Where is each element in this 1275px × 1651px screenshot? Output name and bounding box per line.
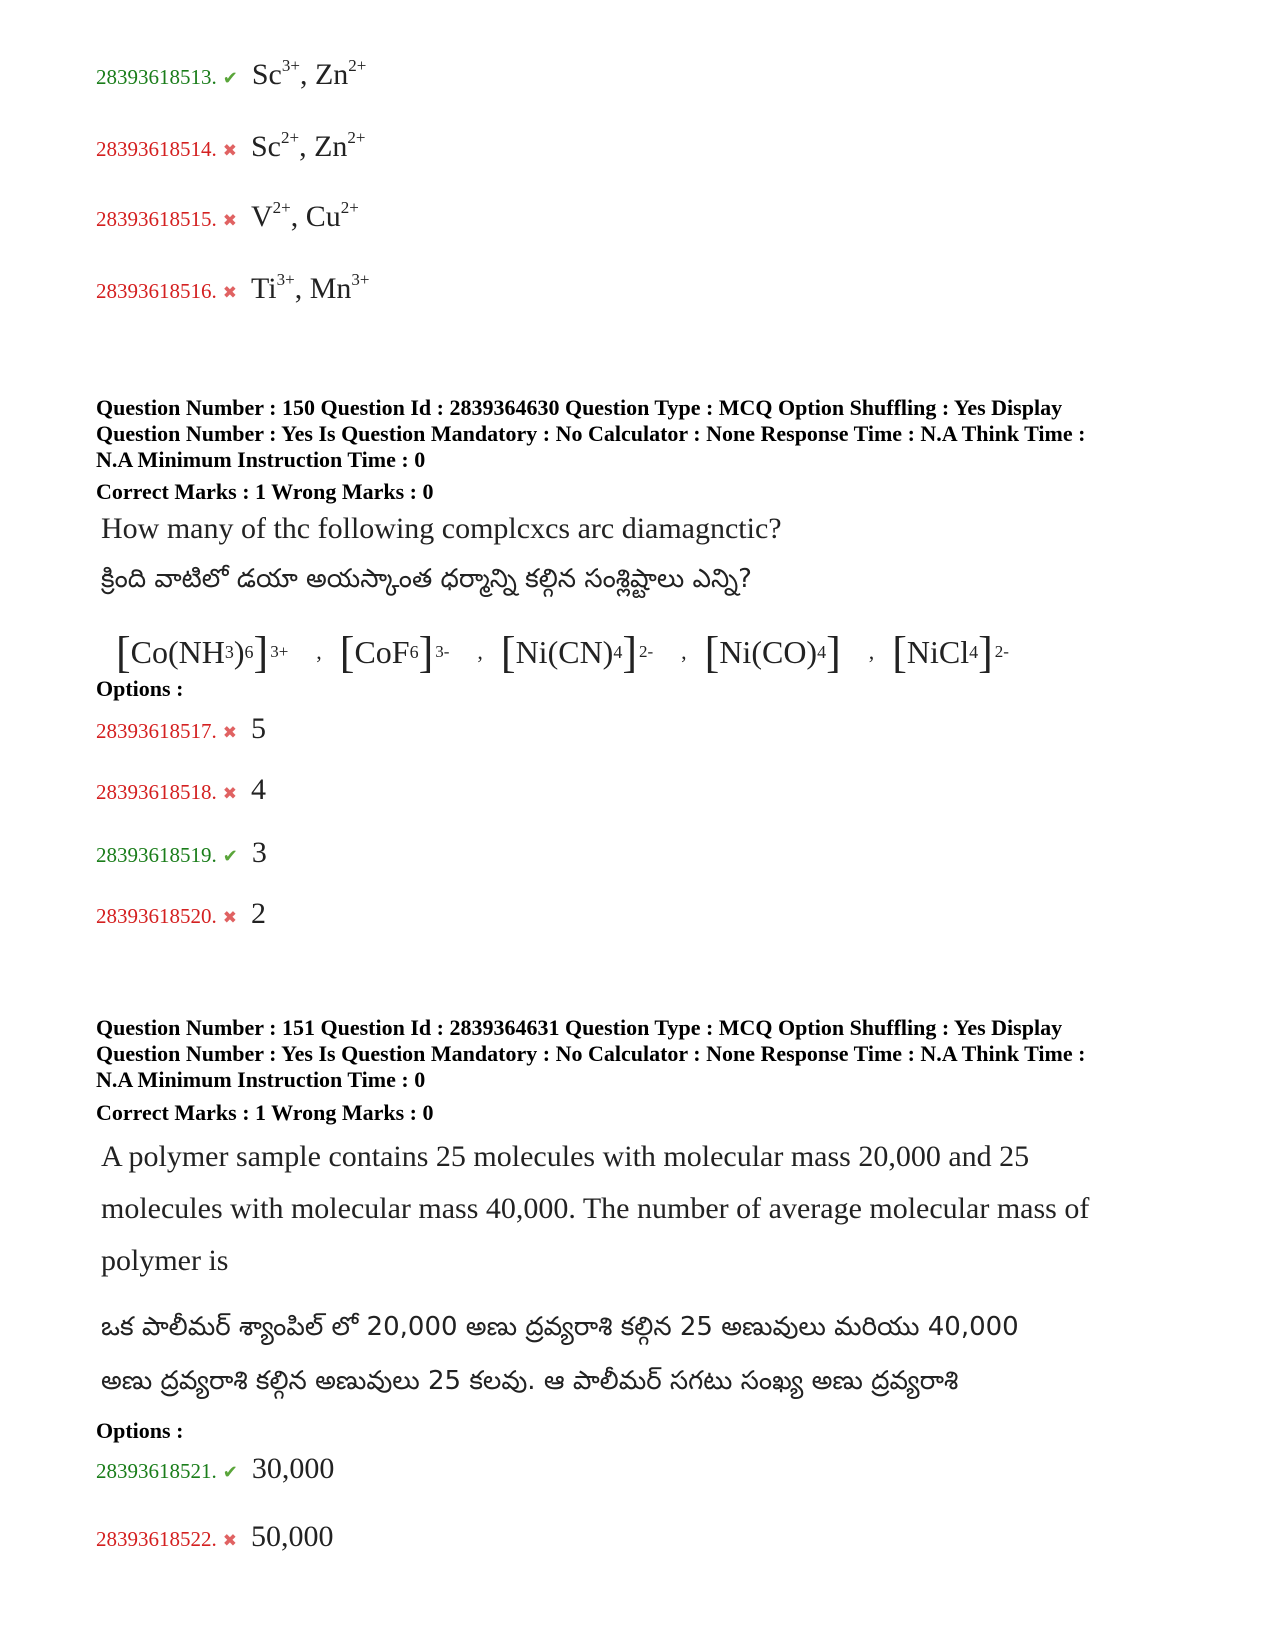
question-text-english: A polymer sample contains 25 molecules with molecular mass 20,000 and 25 <box>101 1140 1030 1173</box>
options-label: Options : <box>96 1418 184 1443</box>
option-text: 50,000 <box>251 1520 334 1553</box>
option-text: $Sc^{3+}$, $Zn^{2+}$ <box>251 56 367 91</box>
option-text: 2 <box>251 897 266 930</box>
option-row <box>96 130 366 164</box>
checkmark-icon: ✔ <box>222 846 238 866</box>
option-id: 28393618513. <box>96 65 217 89</box>
option-text: 5 <box>251 712 266 745</box>
complex-2: [ CoF 6 ] 3- <box>339 627 450 677</box>
option-row <box>96 712 266 746</box>
question-meta: Question Number : 151 Question Id : 2839364631 Question Type : MCQ Option Shuffling : Yes Display Question Number : Yes Is Question Mandatory : No Calculator : None Response Time : N.A Think Time : N.A Minimum Instruction Time : 0 <box>96 1015 1086 1092</box>
complex-3: [ Ni ( CN ) 4 ] 2- <box>500 627 654 677</box>
options-label: Options : <box>96 676 184 701</box>
cross-icon: ✖ <box>222 908 237 927</box>
option-text: 30,000 <box>251 1452 335 1485</box>
cross-icon: ✖ <box>222 283 237 302</box>
option-text: 3 <box>251 836 267 869</box>
option-row <box>96 897 266 931</box>
option-id: 28393618522. <box>96 1527 217 1551</box>
checkmark-icon: ✔ <box>222 1462 238 1482</box>
complex-1: [ Co ( NH 3 ) 6 ] 3+ <box>116 627 289 677</box>
option-row <box>96 1452 334 1486</box>
question-meta: Question Number : 150 Question Id : 2839364630 Question Type : MCQ Option Shuffling : Yes Display Question Number : Yes Is Question Mandatory : No Calculator : None Response Time : N.A Think Time : N.A Minimum Instruction Time : 0 <box>96 395 1086 472</box>
option-id: 28393618517. <box>96 719 217 743</box>
option-row <box>96 773 266 807</box>
checkmark-icon: ✔ <box>222 68 238 88</box>
option-id: 28393618518. <box>96 780 217 804</box>
complex-5: [ NiCl 4 ] 2- <box>892 627 1009 677</box>
option-text: 4 <box>251 773 266 806</box>
option-row <box>96 836 267 870</box>
option-id: 28393618515. <box>96 207 217 231</box>
question-marks: Correct Marks : 1 Wrong Marks : 0 <box>96 1100 434 1125</box>
question-marks: Correct Marks : 1 Wrong Marks : 0 <box>96 479 434 504</box>
cross-icon: ✖ <box>222 1531 237 1550</box>
question-text-english: polymer is <box>101 1244 229 1277</box>
question-text-english: molecules with molecular mass 40,000. The number of average molecular mass of <box>101 1192 1090 1225</box>
option-text: $Ti^{3+}$, $Mn^{3+}$ <box>251 270 370 305</box>
cross-icon: ✖ <box>222 211 237 230</box>
question-text-telugu: అణు ద్రవ్యరాశి కల్గిన అణువులు 25 కలవు. ఆ పాలీమర్ సగటు సంఖ్య అణు ద్రవ్యరాశి <box>101 1366 959 1396</box>
question-text-telugu: క్రింది వాటిలో డయా అయస్కాంత ధర్మాన్ని కల్గిన సంశ్లిష్టాలు ఎన్ని? <box>101 564 752 594</box>
question-text-english: How many of thc following complcxcs arc diamagnctic? <box>101 512 782 545</box>
option-text: $V^{2+}$, $Cu^{2+}$ <box>251 198 359 233</box>
option-id: 28393618521. <box>96 1459 217 1483</box>
option-text: $Sc^{2+}$, $Zn^{2+}$ <box>251 128 366 163</box>
complex-formulas: [ Co ( NH 3 ) 6 ] 3+ , [ CoF 6 ] 3- , [ Ni ( CN ) 4 ] 2- , [ Ni ( CO ) 4 ] , [ NiCl 4 ] 2- <box>116 627 1009 677</box>
option-row <box>96 1520 334 1554</box>
option-id: 28393618519. <box>96 843 217 867</box>
question-text-telugu: ఒక పాలీమర్ శ్యాంపిల్ లో 20,000 అణు ద్రవ్యరాశి కల్గిన 25 అణువులు మరియు 40,000 <box>101 1312 1019 1342</box>
option-row <box>96 272 369 306</box>
option-id: 28393618520. <box>96 904 217 928</box>
option-row <box>96 200 359 234</box>
cross-icon: ✖ <box>222 784 237 803</box>
option-id: 28393618514. <box>96 137 217 161</box>
option-id: 28393618516. <box>96 279 217 303</box>
option-row <box>96 58 366 92</box>
cross-icon: ✖ <box>222 723 237 742</box>
complex-4: [ Ni ( CO ) 4 ] <box>704 627 841 677</box>
cross-icon: ✖ <box>222 141 237 160</box>
